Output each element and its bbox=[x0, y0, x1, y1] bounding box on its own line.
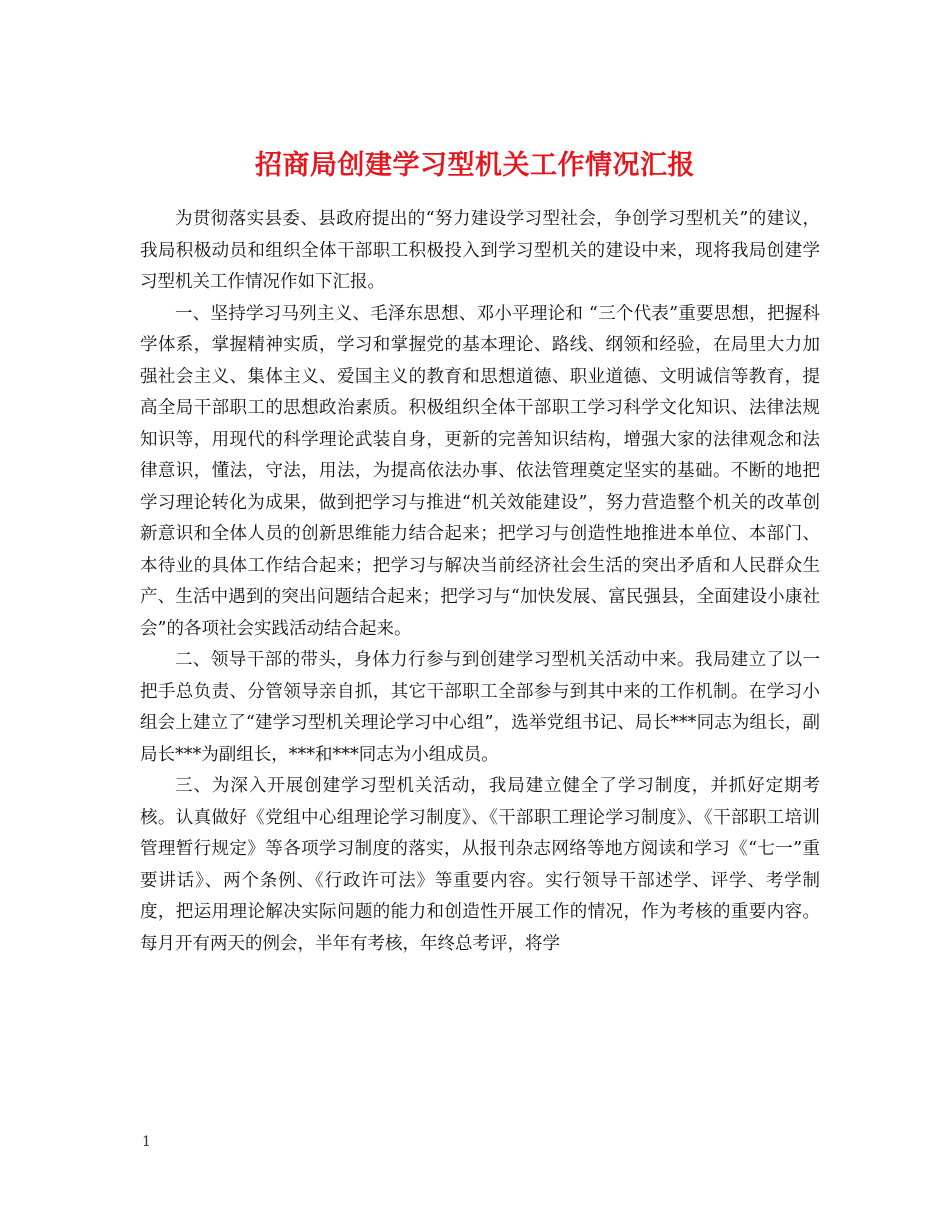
document-body bbox=[140, 204, 820, 960]
paragraph-section-3: 三、为深入开展创建学习型机关活动，我局建立健全了学习制度，并抓好定期考核。认真做好《党组中心组理论学习制度》、《干部职工理论学习制度》、《干部职工培训管理暂行规定》等各项学习制度的落实，从报刊杂志网络等地方阅读和学习《“七一”重要讲话》、两个条例、《行政许可法》等重要内容。实行领导干部述学、评学、考学制度，把运用理论解决实际问题的能力和创造性开展工作的情况，作为考核的重要内容。每月开有两天的例会，半年有考核，年终总考评，将学 bbox=[140, 776, 820, 954]
paragraph-section-2: 二、领导干部的带头，身体力行参与到创建学习型机关活动中来。我局建立了以一把手总负责、分管领导亲自抓，其它干部职工全部参与到其中来的工作机制。在学习小组会上建立了“建学习型机关理论学习中心组”，选举党组书记、局长***同志为组长，副局长***为副组长，***和***同志为小组成员。 bbox=[140, 650, 820, 765]
page-number: 1 bbox=[142, 1134, 151, 1150]
paragraph-intro: 为贯彻落实县委、县政府提出的“努力建设学习型社会，争创学习型机关”的建议，我局积极动员和组织全体干部职工积极投入到学习型机关的建设中来，现将我局创建学习型机关工作情况作如下汇报。 bbox=[140, 209, 820, 292]
document-title: 招商局创建学习型机关工作情况汇报 bbox=[255, 150, 695, 182]
paragraph-section-1: 一、坚持学习马列主义、毛泽东思想、邓小平理论和 “三个代表”重要思想，把握科学体系，掌握精神实质，学习和掌握党的基本理论、路线、纲领和经验，在局里大力加强社会主义、集体主义、爱国主义的教育和思想道德、职业道德、文明诚信等教育，提高全局干部职工的思想政治素质。积极组织全体干部职工学习科学文化知识、法律法规知识等，用现代的科学理论武装自身，更新的完善知识结构，增强大家的法律观念和法律意识，懂法，守法，用法，为提高依法办事、依法管理奠定坚实的基础。不断的地把学习理论转化为成果，做到把学习与推进“机关效能建设”，努力营造整个机关的改革创新意识和全体人员的创新思维能力结合起来；把学习与创造性地推进本单位、本部门、本待业的具体工作结合起来；把学习与解决当前经济社会生活的突出矛盾和人民群众生产、生活中遇到的突出问题结合起来；把学习与“加快发展、富民强县，全面建设小康社会”的各项社会实践活动结合起来。 bbox=[140, 303, 820, 639]
